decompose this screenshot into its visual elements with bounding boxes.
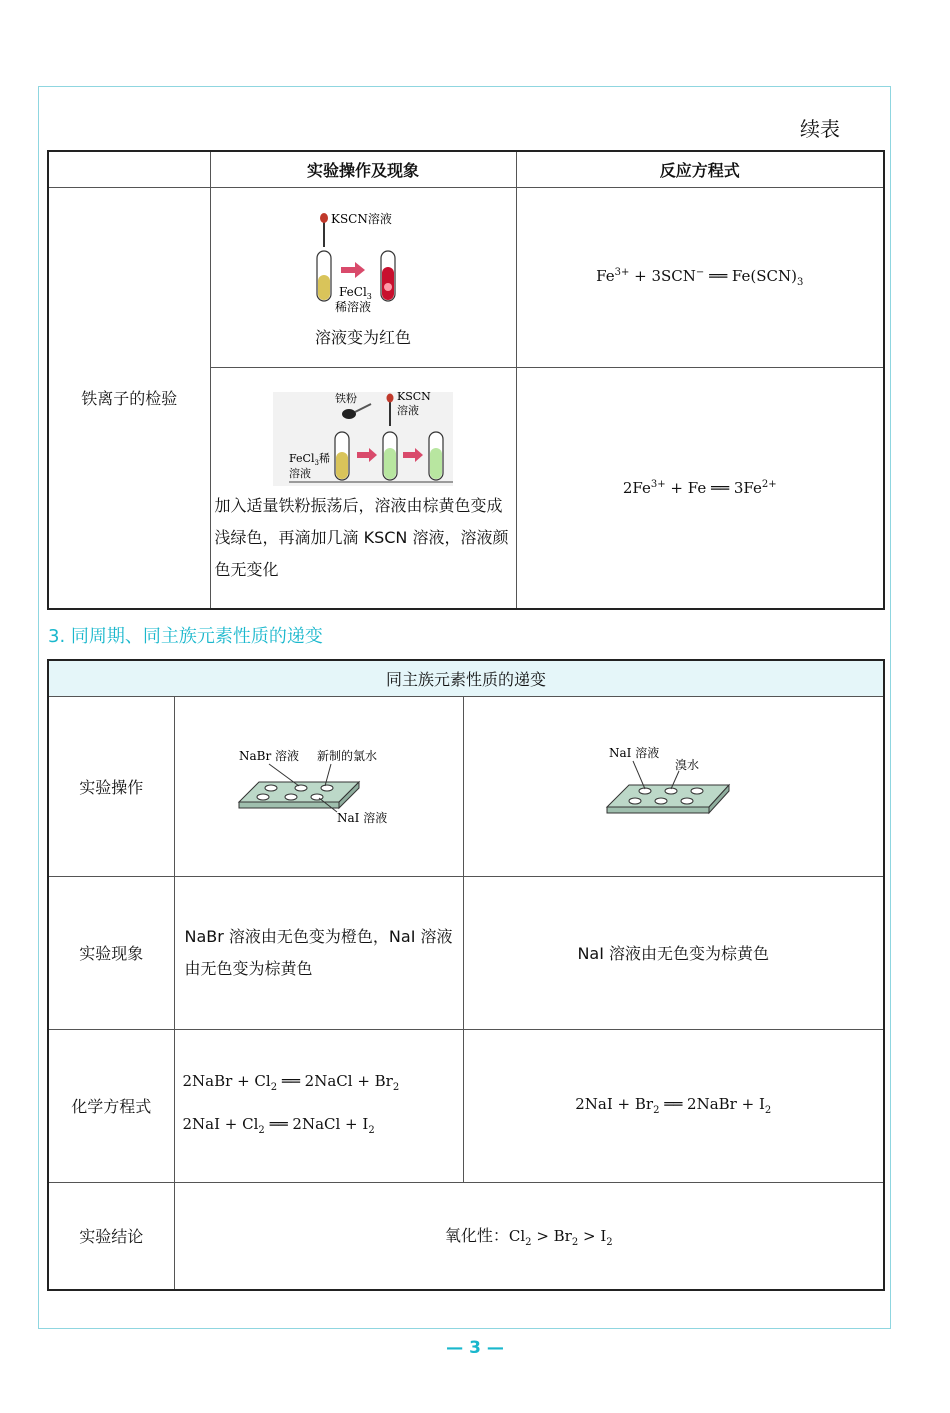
right-equation: $2NaI + Br_2$ ══ 2NaBr + $I_2$ <box>463 1029 884 1182</box>
iron-ion-test-table <box>47 150 885 610</box>
table-row <box>48 1182 884 1290</box>
powder-label: 铁粉 <box>335 391 357 405</box>
right-phenomenon: NaI 溶液由无色变为棕黄色 <box>463 876 884 1029</box>
solution-label: FeCl <box>289 451 315 465</box>
solution-label-3: 溶液 <box>289 466 311 480</box>
table-row <box>48 876 884 1029</box>
header-operation: 实验操作及现象 <box>210 151 516 187</box>
table-header-row <box>48 151 884 187</box>
header-cell-empty <box>48 151 210 187</box>
solution-label-2: 稀溶液 <box>335 299 372 314</box>
fig-label-chlorine-water: 新制的氯水 <box>316 749 377 763</box>
svg-text:FeCl3 <box>339 285 372 301</box>
fig-label-nai: NaI 溶液 <box>609 746 660 760</box>
equation-nai-cl2: $2NaI + Cl_2$ ══ 2NaCl + $I_2$ <box>182 1114 375 1136</box>
fig-label-nabr: NaBr 溶液 <box>238 749 299 763</box>
header-equation: 反应方程式 <box>516 151 884 187</box>
exp2-test-tube-figure <box>273 390 453 490</box>
table-title: 同主族元素性质的递变 <box>48 660 884 696</box>
table-row <box>48 1029 884 1182</box>
conclusion-value: $Cl_2 > Br_2 > I_2$ <box>508 1227 613 1249</box>
table-row <box>48 696 884 876</box>
left-figure-cell <box>174 696 463 876</box>
continued-label: 续表 <box>800 117 840 141</box>
exp2-equation: $2Fe^{3+} + Fe$ ══ $3Fe^{2+}$ <box>516 367 884 609</box>
exp2-cell <box>210 367 516 609</box>
svg-text:FeCl3稀 <box>289 451 330 467</box>
page-number: — 3 — <box>446 1338 504 1358</box>
row-label-phenomenon: 实验现象 <box>48 876 174 1029</box>
exp2-caption: 加入适量铁粉振荡后，溶液由棕黄色变成浅绿色，再滴加几滴 KSCN 溶液，溶液颜色无变化 <box>214 495 509 579</box>
equation-nabr-cl2: 2NaBr + $Cl_2$ ══ 2NaCl + $Br_2$ <box>182 1071 400 1093</box>
row-label-operation: 实验操作 <box>48 696 174 876</box>
solution-label-subscript: 3 <box>314 458 319 467</box>
solution-label-subscript: 3 <box>366 291 372 301</box>
fig-label-bromine-water: 溴水 <box>675 758 700 772</box>
section-title: 3. 同周期、同主族元素性质的递变 <box>48 626 323 647</box>
reagent-label-2: 溶液 <box>397 403 419 417</box>
spot-plate-figure-left <box>219 746 419 826</box>
row-label-conclusion: 实验结论 <box>48 1182 174 1290</box>
reagent-label: KSCN溶液 <box>331 211 392 226</box>
left-phenomenon: NaBr 溶液由无色变为橙色，NaI 溶液由无色变为棕黄色 <box>174 876 463 1029</box>
spot-plate-figure-right <box>593 741 753 831</box>
left-equations <box>174 1029 463 1182</box>
row-label-iron-ion-test: 铁离子的检验 <box>48 187 210 609</box>
exp1-equation: $Fe^{3+} + 3SCN^-$ ══ $Fe(SCN)_3$ <box>516 187 884 367</box>
reagent-label-1: KSCN <box>397 389 431 403</box>
conclusion-label: 氧化性： <box>444 1226 509 1246</box>
table-row <box>48 187 884 367</box>
conclusion-cell <box>174 1182 884 1290</box>
exp1-cell <box>210 187 516 367</box>
solution-label: FeCl <box>339 284 367 299</box>
table-title-row <box>48 660 884 696</box>
fig-label-nai: NaI 溶液 <box>336 811 387 825</box>
exp1-caption: 溶液变为红色 <box>314 327 411 347</box>
row-label-equation: 化学方程式 <box>48 1029 174 1182</box>
exp1-test-tube-figure <box>303 207 423 317</box>
halogen-property-table <box>47 659 885 1291</box>
solution-label-2: 稀 <box>318 451 330 465</box>
right-figure-cell <box>463 696 884 876</box>
